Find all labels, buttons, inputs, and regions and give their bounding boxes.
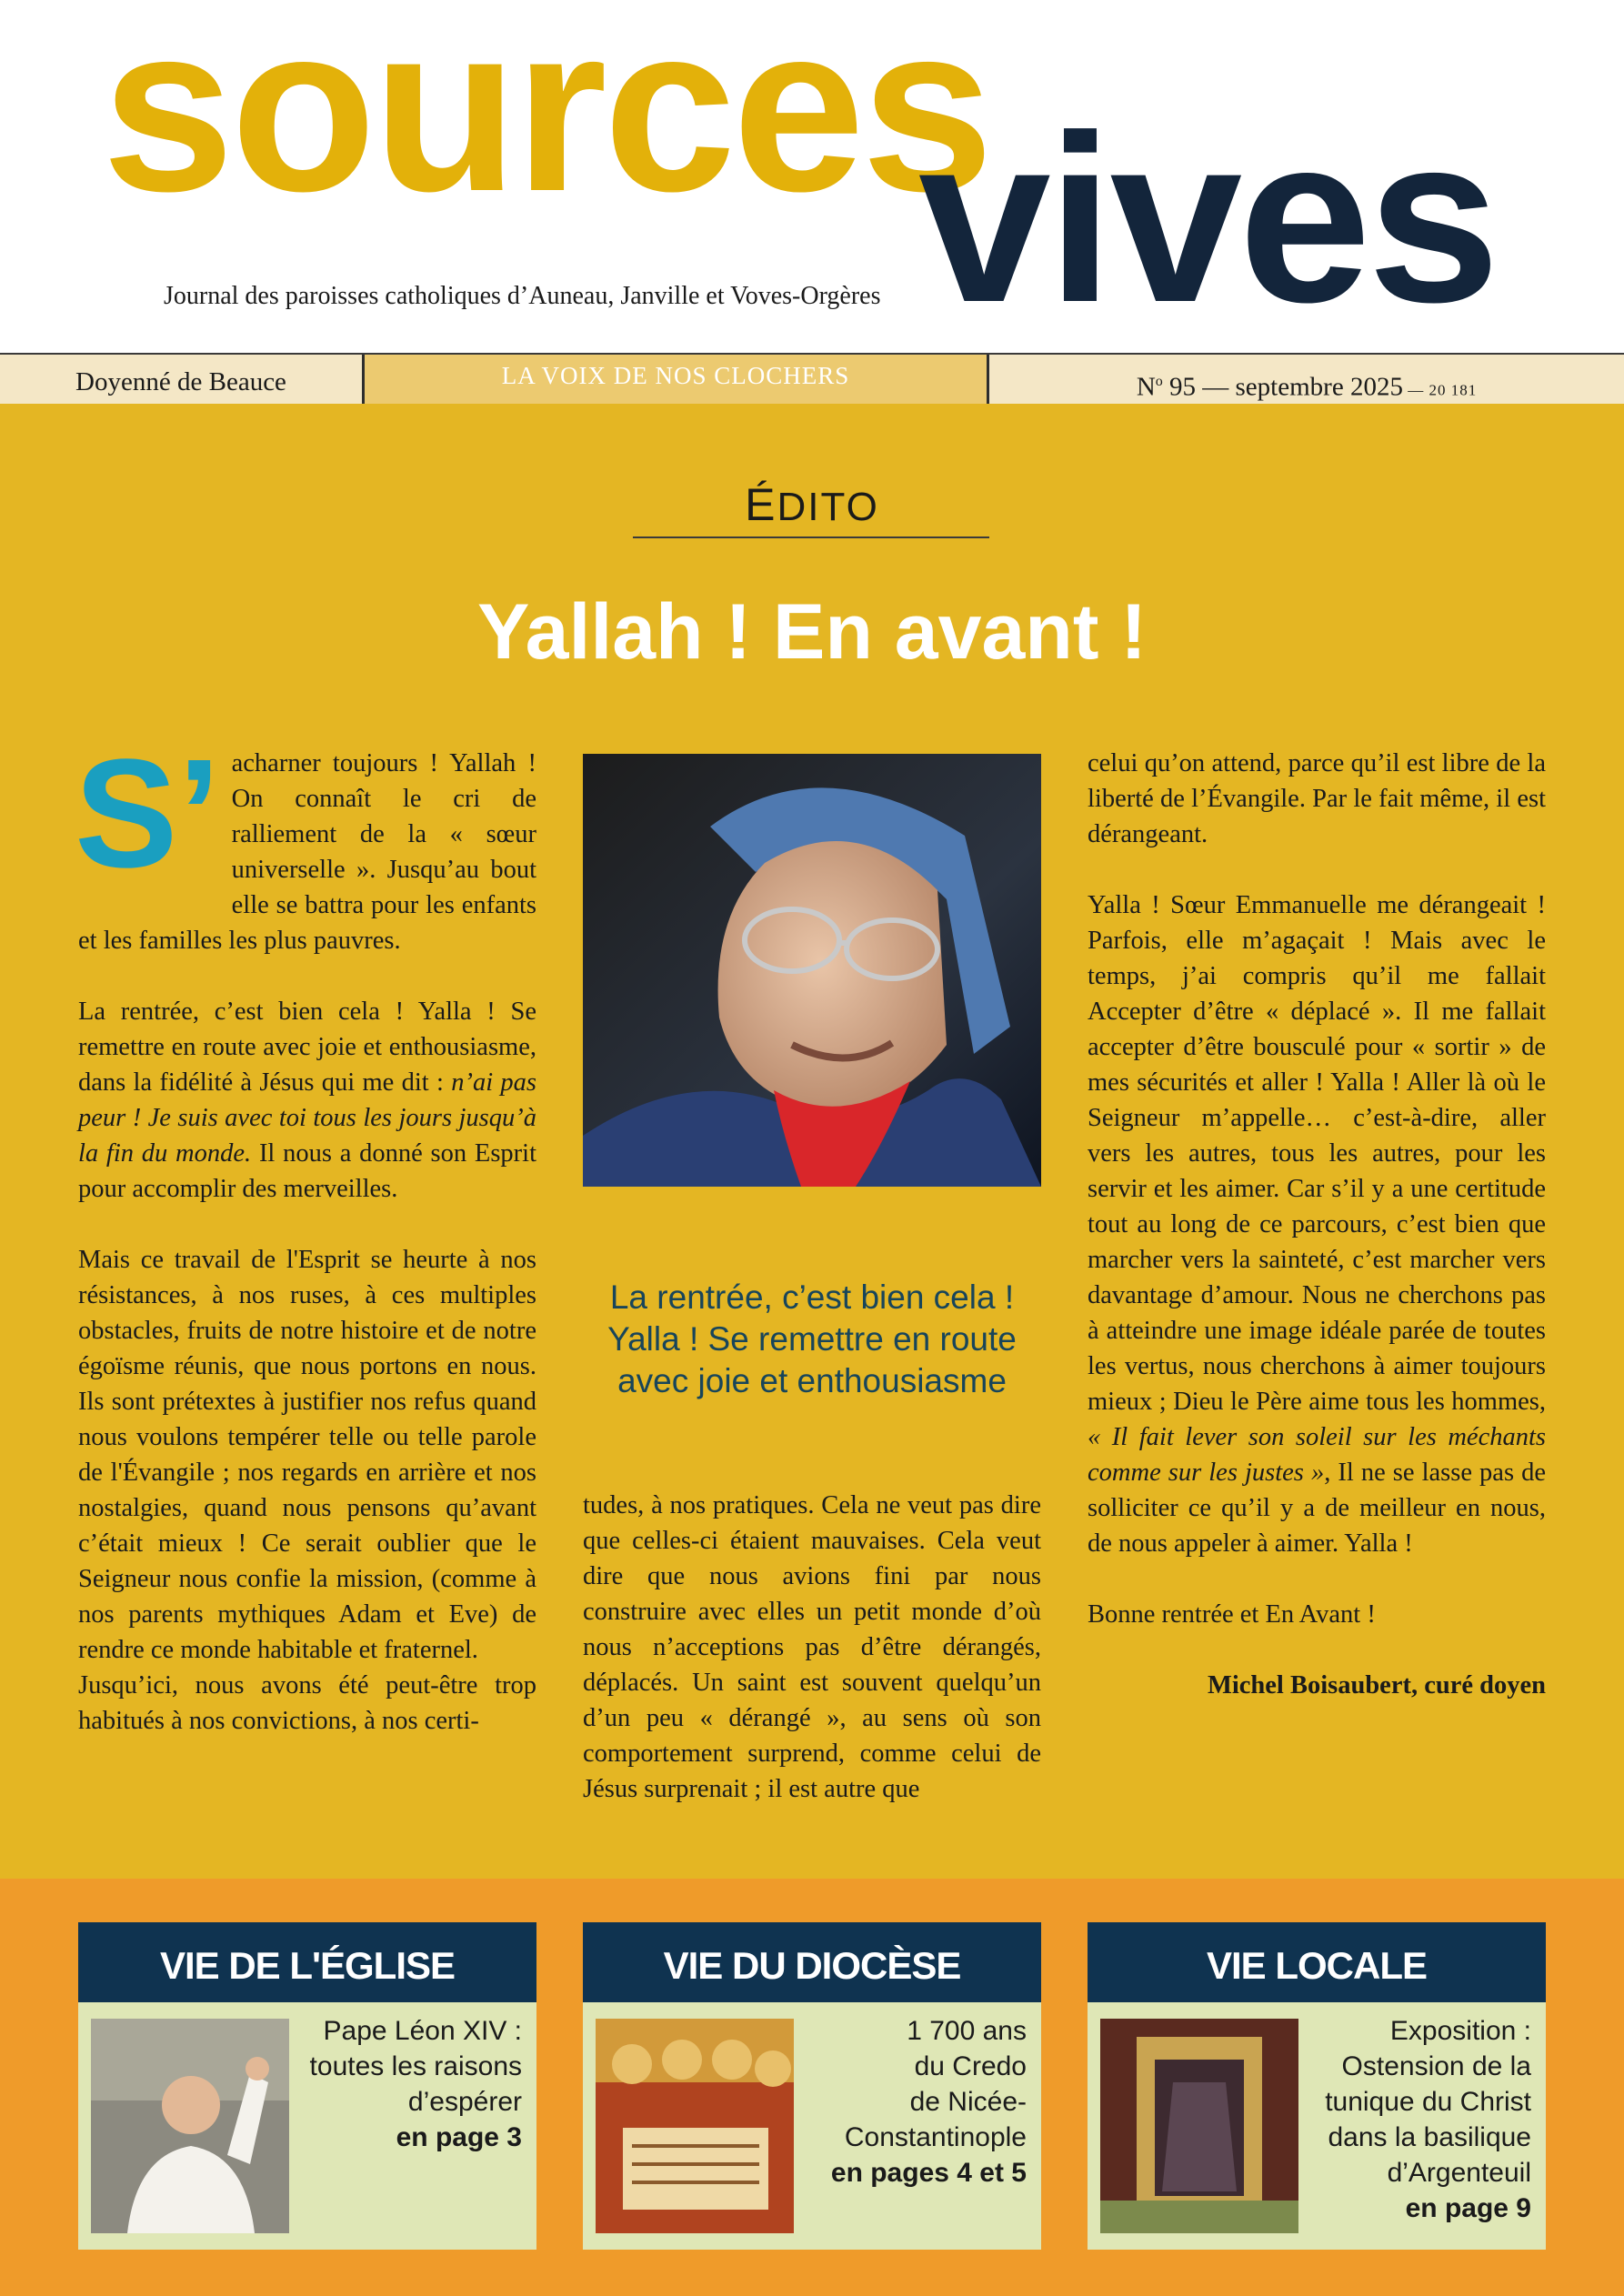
paragraph-text: , Il ne se lasse pas de solliciter ce qu’il y a de meilleur en nous, de nous appeler à aimer. Yalla ! [1088, 1459, 1546, 1558]
logo-sources: sources [102, 0, 990, 241]
teaser-line: 1 700 ans [907, 2016, 1027, 2046]
closing-line: Bonne rentrée et En Avant ! [1088, 1600, 1376, 1629]
issue-number: 95 — septembre 2025 [1162, 372, 1403, 402]
teaser-line: du Credo [914, 2051, 1027, 2081]
issue-number-sup: o [1155, 374, 1163, 389]
page-reference[interactable]: en page 9 [1405, 2193, 1531, 2223]
teaser-title: VIE DE L'ÉGLISE [78, 1922, 536, 2002]
teaser-vie-eglise[interactable] [78, 1922, 536, 2250]
paragraph: Jusqu’ici, nous avons été peut-être trop habitués à nos convictions, à nos certi- [78, 1671, 536, 1735]
masthead [0, 0, 1624, 353]
issue-code: — 20 181 [1402, 381, 1478, 399]
edito-label [0, 478, 1624, 531]
paragraph: Mais ce travail de l'Esprit se heurte à nos résistances, à nos ruses, à ces multiples obstacles, fruits de notre histoire et de notre égoïsme réunis, que nous portons en nous. Ils sont prétextes à justifier nos refus quand nous voulons tempérer telle ou telle parole de l'Évangile ; nos regards en arrière et nos nostalgies, quand nous pensons qu’avant c’était mieux ! Ce serait oublier que le Seigneur nous confie la mission, (comme à nos parents mythiques Adam et Eve) de rendre ce monde habitable et fraternel. [78, 1246, 536, 1664]
teaser-title: VIE DU DIOCÈSE [583, 1922, 1041, 2002]
edito-label-initial: É [745, 479, 777, 530]
paragraph-text: Il nous a donné son Esprit pour accomplir des merveilles. [78, 1139, 536, 1203]
edito-section [0, 404, 1624, 1879]
headline: Yallah ! En avant ! [477, 588, 1147, 676]
signature: Michel Boisaubert, curé doyen [1207, 1671, 1546, 1699]
section-banner: LA VOIX DE NOS CLOCHERS [365, 355, 989, 406]
teaser-line: Pape Léon XIV : [323, 2016, 522, 2046]
issue-info [989, 355, 1624, 406]
pope-photo [91, 2019, 289, 2233]
paragraph-text: La rentrée, c’est bien cela ! Yalla ! Se remettre en route avec joie et enthousiasme, dans la fidélité à Jésus qui me dit : [78, 998, 536, 1097]
teaser-line: Exposition : [1389, 2016, 1531, 2046]
drop-cap: S’ [75, 727, 221, 900]
paragraph [78, 994, 536, 1207]
teaser-text [310, 2013, 522, 2155]
teaser-text [1325, 2013, 1531, 2226]
teaser-line: tunique du Christ [1325, 2087, 1531, 2117]
edito-divider [633, 536, 989, 538]
edito-label-rest: DITO [777, 485, 879, 529]
teaser-text [831, 2013, 1027, 2191]
paragraph: celui qu’on attend, parce qu’il est libre de la liberté de l’Évangile. Par le fait même, il est dérangeant. [1088, 749, 1546, 848]
quote-italic: « Il fait lever son soleil sur les méchants comme sur les justes » [1088, 1423, 1546, 1487]
teaser-line: toutes les raisons [309, 2051, 522, 2081]
article-column-2 [583, 1488, 1041, 1807]
teaser-line: d’espérer [407, 2087, 522, 2117]
paragraph [75, 727, 536, 958]
deanery-label: Doyenné de Beauce [0, 355, 365, 406]
info-bar [0, 353, 1624, 406]
teaser-vie-locale[interactable] [1088, 1922, 1546, 2250]
paragraph-text: Yalla ! Sœur Emmanuelle me dérangeait ! Parfois, elle m’agaçait ! Mais avec le temps, j’ai compris qu’il me fallait Accepter d’être « déplacé ». Il me fallait accepter d’être bousculé pour « sortir » de mes sécurités et aller ! Yalla ! Aller là où le Seigneur m’appelle… c’est-à-dire, aller vers les autres, tous les autres, pour les servir et les aimer. Car s’il y a une certitude tout au long de ce parcours, c’est bien que marcher vers la sainteté, c’est marcher vers davantage d’amour. Nous ne cherchons pas à atteindre une image idéale parée de toutes les vertus, nous cherchons à aimer toujours mieux ; Dieu le Père aime tous les hommes, [1088, 891, 1546, 1416]
paragraph [1088, 887, 1546, 1561]
portrait-photo [583, 754, 1041, 1187]
tunic-reliquary-photo [1100, 2019, 1298, 2233]
icon-painting [596, 2019, 794, 2233]
pull-quote: La rentrée, c’est bien cela ! Yalla ! Se remettre en route avec joie et enthousiasme [607, 1278, 1017, 1399]
tagline: Journal des paroisses catholiques d’Auneau, Janville et Voves-Orgères [164, 282, 881, 310]
article-column-3 [1088, 746, 1546, 1739]
teaser-line: Constantinople [844, 2122, 1027, 2152]
logo-vives: vives [918, 85, 1497, 352]
page-reference[interactable]: en pages 4 et 5 [830, 2158, 1027, 2188]
paragraph: tudes, à nos pratiques. Cela ne veut pas dire que celles-ci étaient mauvaises. Cela veut dire que nous avions fini par nous construire avec elles un petit monde d’où nous n’acceptions pas d’être dérangés, déplacés. Un saint est souvent quelqu’un d’un peu « dérangé », au sens où son comportement surprend, comme celui de Jésus surprenait ; il est autre que [583, 1491, 1041, 1803]
teaser-line: dans la basilique [1328, 2122, 1531, 2152]
teaser-line: d’Argenteuil [1387, 2158, 1531, 2188]
teaser-line: Ostension de la [1341, 2051, 1531, 2081]
teaser-title: VIE LOCALE [1088, 1922, 1546, 2002]
issue-number-prefix: N [1136, 372, 1156, 402]
teaser-line: de Nicée- [909, 2087, 1027, 2117]
article-column-1 [75, 727, 536, 1739]
teasers-section [0, 1879, 1624, 2296]
page-reference[interactable]: en page 3 [396, 2122, 522, 2152]
quote-italic: n’ai pas peur ! Je suis avec toi tous les jours jusqu’à la fin du monde. [78, 1068, 536, 1168]
teaser-vie-diocese[interactable] [583, 1922, 1041, 2250]
paragraph-text: acharner toujours ! Yallah ! On connaît le cri de ralliement de la « sœur universelle ». Jusqu’au bout elle se battra pour les enfants et les familles les plus pauvres. [78, 749, 536, 955]
